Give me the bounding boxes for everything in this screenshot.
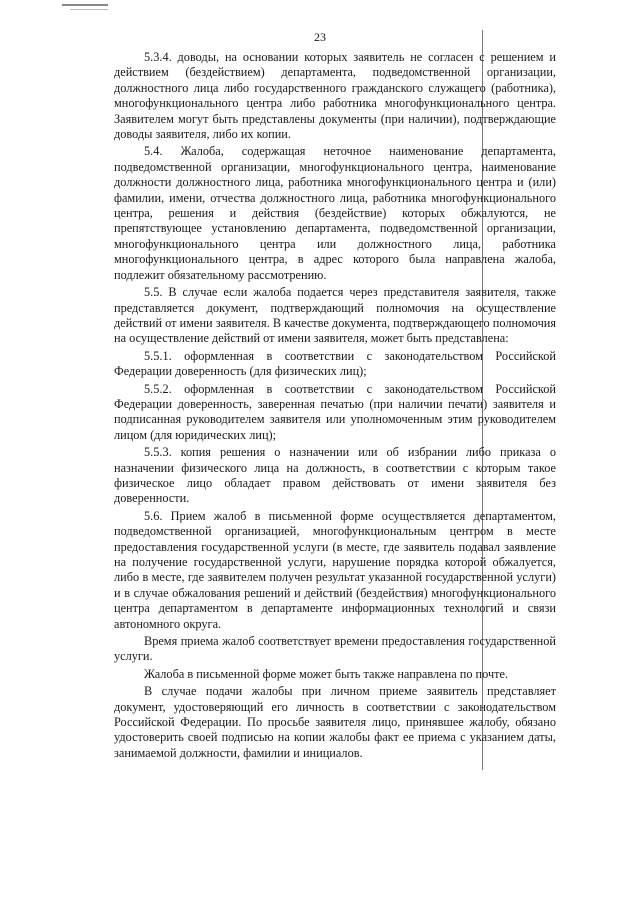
paragraph-reception-time: Время приема жалоб соответствует времени предоставления государственной услуги.	[114, 634, 556, 664]
paragraph-personal-reception: В случае подачи жалобы при личном приеме заявитель представляет документ, удостоверяющий его личность в соответствии с законодательством Российской Федерации. По просьбе заявителя лицо, принявшее жалобу, обязано удостоверить своей подписью на копии жалобы факт ее приема с указанием даты, занимаемой должности, фамилии и инициалов.	[114, 684, 556, 760]
paragraph-5-5-3: 5.5.3. копия решения о назначении или об избрании либо приказа о назначении физического лица на должность, в соответствии с которым такое физическое лицо обладает правом действовать от имени заявителя без доверенности.	[114, 445, 556, 506]
document-body	[114, 50, 556, 763]
paragraph-5-5-1: 5.5.1. оформленная в соответствии с законодательством Российской Федерации доверенность (для физических лиц);	[114, 348, 556, 379]
scan-artifact-line	[70, 9, 108, 10]
paragraph-5-3-4: 5.3.4. доводы, на основании которых заявитель не согласен с решением и действием (бездействием) департамента, подведомственной организации, должностного лица либо государственного гражданского служащего (работника), многофункционального центра либо работника многофункционального центра. Заявителем могут быть представлены документы (при наличии), подтверждающие доводы заявителя, либо их копии.	[114, 50, 556, 142]
paragraph-5-4: 5.4. Жалоба, содержащая неточное наименование департамента, подведомственной организации, многофункционального центра, наименование должности должностного лица, работника многофункционального центра и (или) фамилии, имени, отчества должностного лица, работника многофункционального центра, решения и действия (бездействие) которых обжалуются, не препятствующее установлению департамента, подведомственной организации, многофункционального центра или должностного лица, работника многофункционального центра, в адрес которого была направлена жалоба, подлежит обязательному рассмотрению.	[114, 144, 556, 282]
paragraph-5-5: 5.5. В случае если жалоба подается через представителя заявителя, также представляется документ, подтверждающий полномочия на осуществление действий от имени заявителя. В качестве документа, подтверждающего полномочия на осуществление действий от имени заявителя, может быть представлена:	[114, 285, 556, 346]
page-number: 23	[314, 30, 326, 44]
paragraph-5-6: 5.6. Прием жалоб в письменной форме осуществляется департаментом, подведомственной организацией, многофункциональным центром в месте предоставления государственной услуги (в месте, где заявитель подавал заявление на получение государственной услуги, нарушение порядка которой обжалуется, либо в месте, где заявителем получен результат указанной государственной услуги) и в случае обжалования решений и действий (бездействия) многофункционального центра департаментом в департаменте информационных технологий и связи автономного округа.	[114, 508, 556, 631]
paragraph-mail: Жалоба в письменной форме может быть также направлена по почте.	[144, 666, 509, 681]
scan-artifact-line	[62, 4, 108, 6]
paragraph-5-5-2: 5.5.2. оформленная в соответствии с законодательством Российской Федерации доверенность, заверенная печатью (при наличии печати) заявителя и подписанная руководителем заявителя или уполномоченным этим руководителем лицом (для юридических лиц);	[114, 381, 556, 442]
